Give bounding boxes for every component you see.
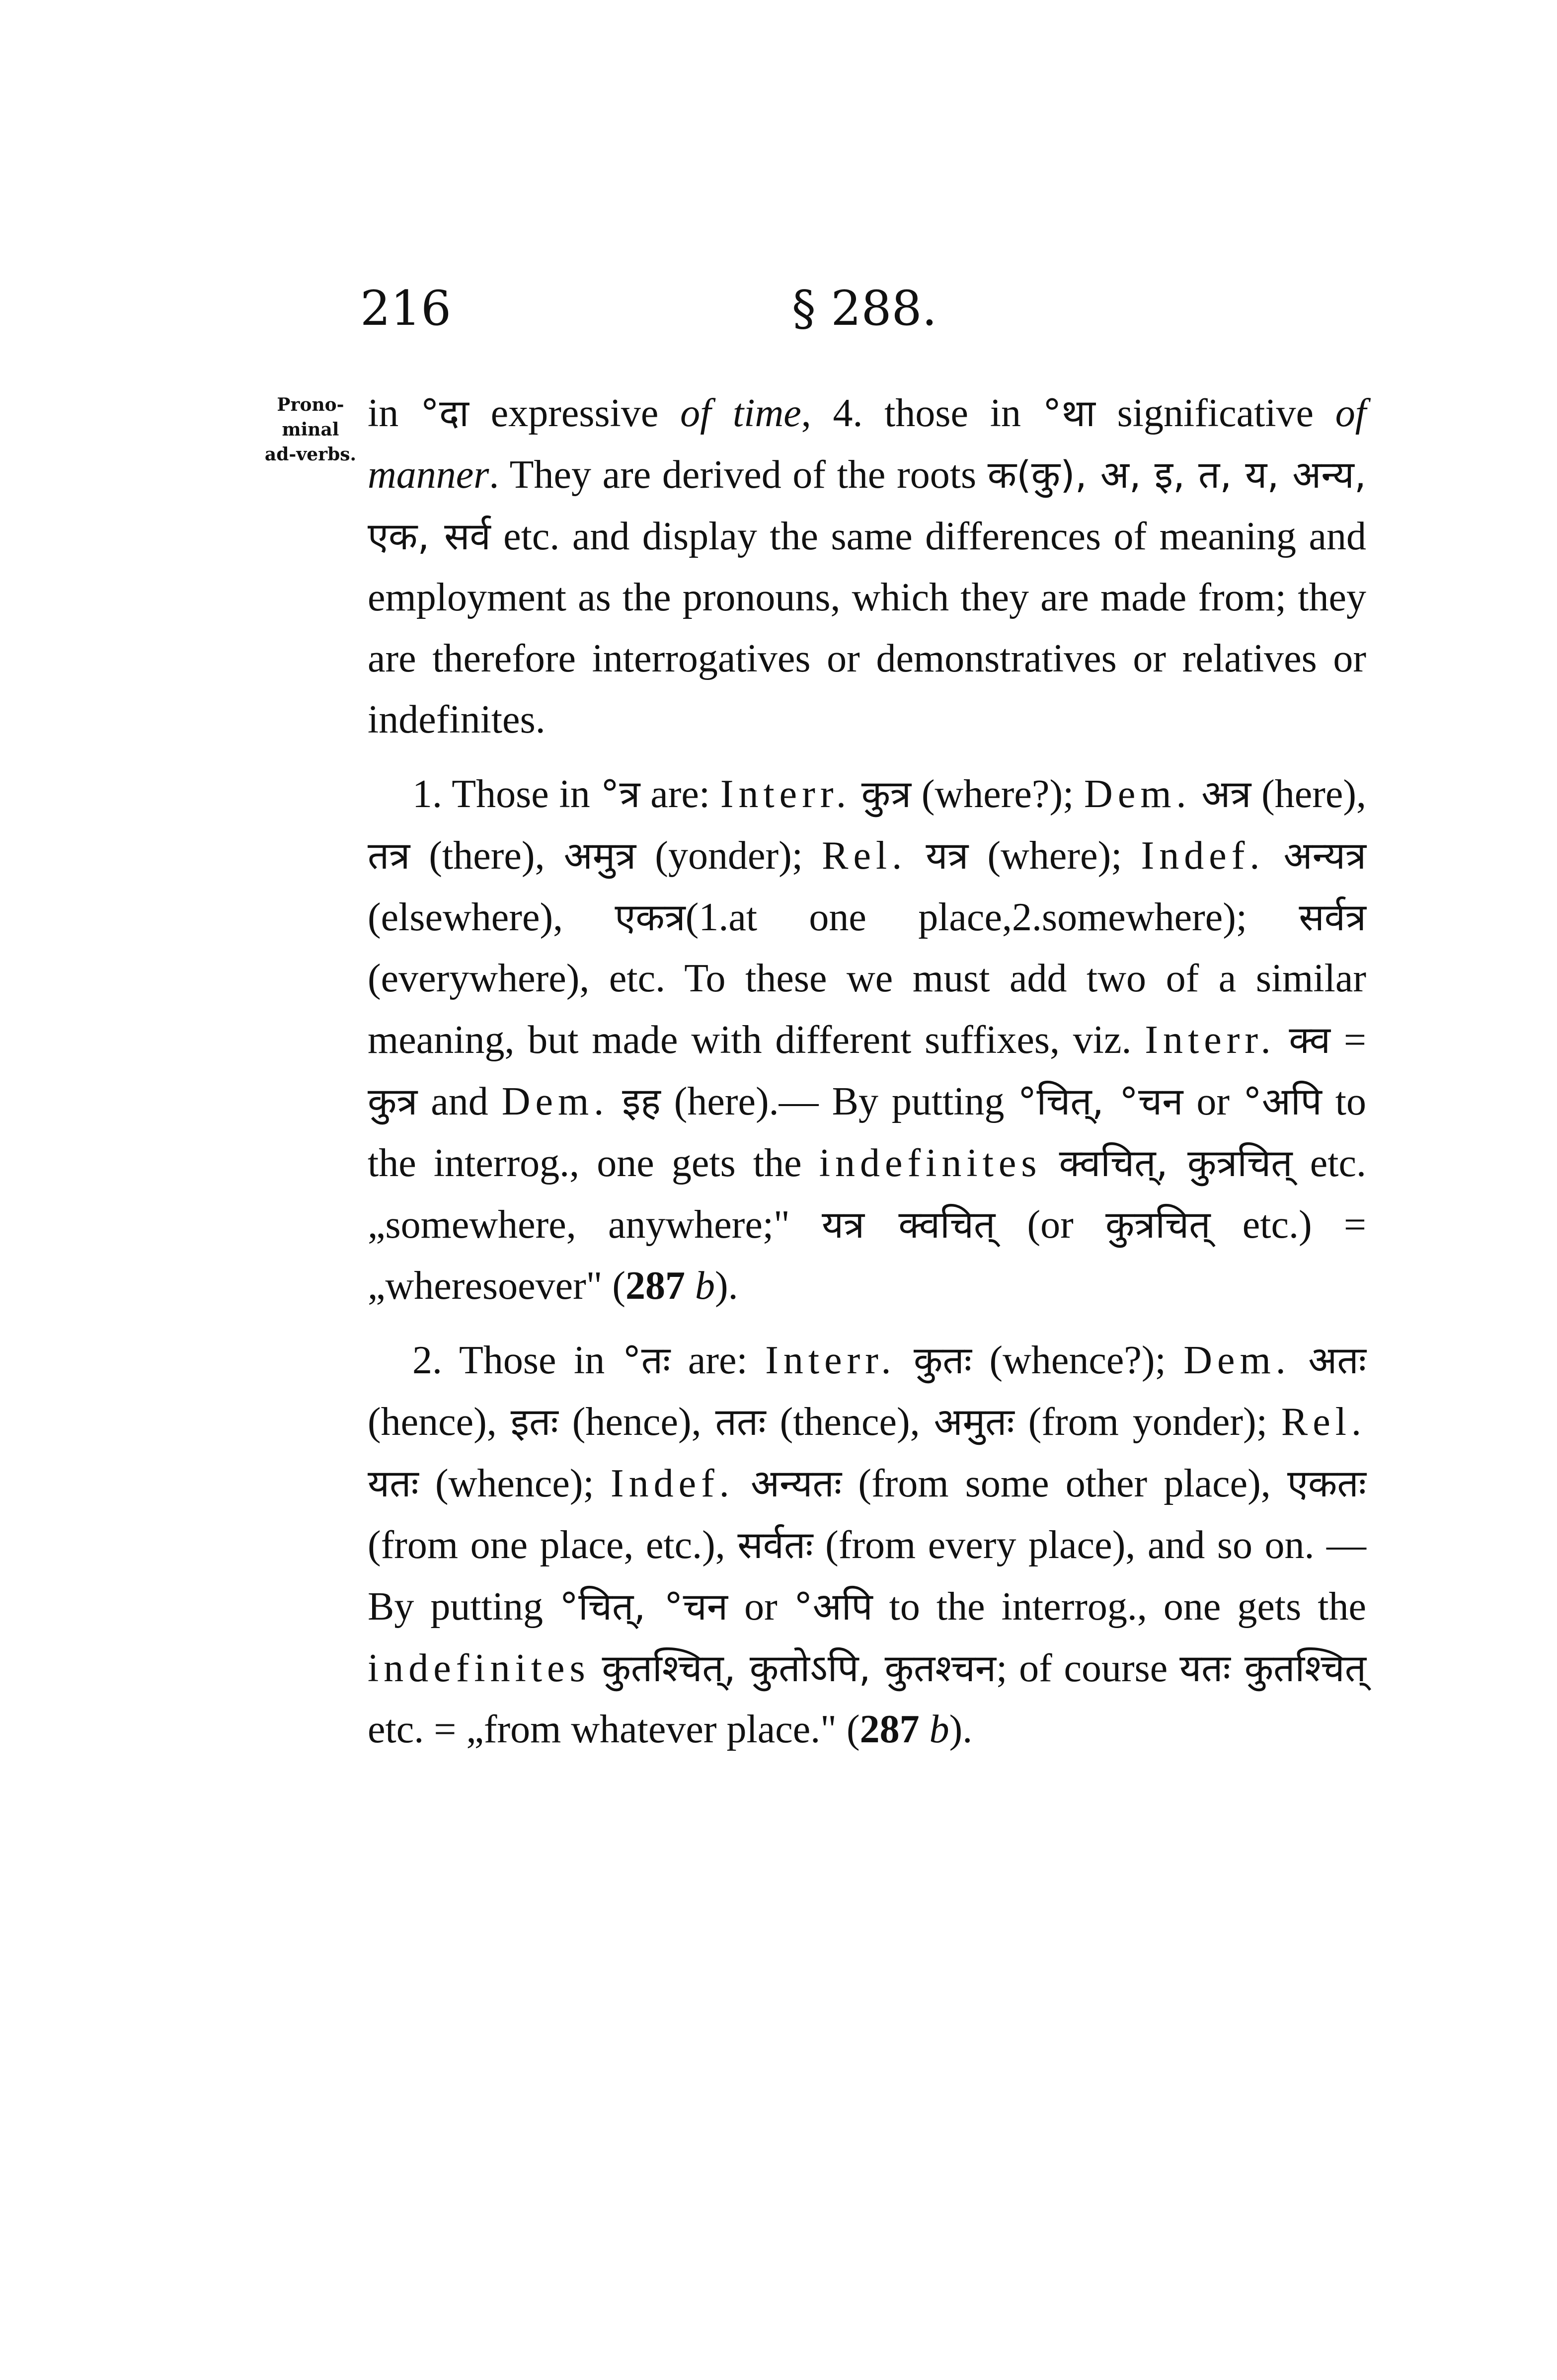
paragraph [368, 763, 1366, 1317]
sanskrit-term: अत्र [1201, 772, 1251, 816]
text-run: (hence), [368, 1400, 511, 1444]
sanskrit-term: अमुतः [934, 1400, 1014, 1444]
sanskrit-term: °था [1042, 391, 1095, 435]
text-run: ; of course [996, 1646, 1180, 1690]
spaced-label: Interr. [765, 1339, 896, 1382]
sanskrit-term: कुत्र [861, 772, 912, 816]
spaced-label: indefinites [368, 1646, 590, 1690]
spaced-label: Interr. [720, 772, 852, 816]
text-run: are: [670, 1339, 766, 1382]
sanskrit-term: एकत्र [615, 895, 686, 939]
text-run: to the interrog., one gets the [872, 1585, 1367, 1629]
text-run: (from one place, etc.), [368, 1523, 738, 1567]
text-run: (hence), [558, 1400, 715, 1444]
text-run [1291, 1339, 1308, 1382]
text-run: (thence), [766, 1400, 934, 1444]
text-run [896, 1339, 913, 1382]
paragraph [368, 1330, 1366, 1760]
text-run: (whence); [418, 1462, 611, 1505]
text-run [920, 1708, 930, 1751]
text-run: etc. and display the same differences of meaning and employment as the pronouns, which they are made from; they are therefore interrogatives or demonstratives or relatives or indefinites. [368, 515, 1366, 742]
text-run [907, 834, 926, 878]
sanskrit-term: यत्र [926, 833, 969, 878]
spaced-label: Rel. [822, 834, 907, 878]
italic-text: b [695, 1264, 715, 1308]
spaced-label: Interr. [1145, 1018, 1276, 1062]
page-header [360, 281, 1369, 340]
spaced-label: Dem. [1183, 1339, 1291, 1382]
text-run: (where); [968, 834, 1141, 878]
text-run: 1. Those in [412, 772, 601, 816]
text-run: etc. „somewhere, anywhere;" [368, 1141, 1366, 1247]
text-run: or [1183, 1080, 1243, 1123]
text-run [734, 1462, 751, 1505]
text-run: (where?); [911, 772, 1085, 816]
sanskrit-term: इतः [510, 1400, 558, 1444]
sanskrit-term: क(कु), अ, इ, त, य, अन्य, एक, सर्व [368, 452, 1367, 558]
text-run: significative [1095, 391, 1335, 435]
margin-note: Prono-minal ad-verbs. [264, 394, 357, 465]
bold-text: 287 [625, 1264, 686, 1308]
sanskrit-term: °दा [420, 391, 469, 435]
sanskrit-term: °त्र [600, 772, 640, 816]
text-run [590, 1646, 602, 1690]
italic-text: of manner [368, 391, 1367, 497]
bold-text: 287 [859, 1708, 920, 1751]
text-run: (elsewhere), [368, 895, 615, 939]
sanskrit-term: अन्यतः [750, 1461, 842, 1505]
paragraph [368, 382, 1366, 750]
sanskrit-term: यत्र क्वचित् [822, 1202, 996, 1247]
text-run [1276, 1018, 1289, 1062]
italic-text: b [929, 1708, 949, 1751]
text-run: . They are derived of the roots [489, 453, 988, 497]
text-run [609, 1080, 622, 1123]
italic-text: of time [680, 391, 801, 435]
text-run: = [1330, 1018, 1367, 1062]
text-run: etc.) = „wheresoever" ( [368, 1203, 1366, 1308]
body-text [368, 382, 1366, 1760]
sanskrit-term: अमुत्र [563, 833, 636, 878]
spaced-label: Rel. [1281, 1400, 1366, 1444]
text-run: (yonder); [636, 834, 822, 878]
text-run: ). [715, 1264, 738, 1308]
text-run: (from some other place), [842, 1462, 1287, 1505]
sanskrit-term: कुतः [913, 1338, 972, 1382]
sanskrit-term: अतः [1308, 1338, 1367, 1382]
text-run: in [368, 391, 420, 435]
spaced-label: Dem. [1084, 772, 1191, 816]
sanskrit-term: कुत्रचित् [1105, 1202, 1211, 1247]
sanskrit-term: °चित्, °चन [1017, 1079, 1183, 1123]
spaced-label: Dem. [501, 1080, 609, 1123]
text-run: (here).— By putting [660, 1080, 1018, 1123]
text-run: (from yonder); [1014, 1400, 1281, 1444]
text-run: ). [949, 1708, 973, 1751]
section-heading: § 288. [791, 281, 937, 336]
text-run: (here), [1251, 772, 1366, 816]
spaced-label: indefinites [819, 1141, 1042, 1185]
spaced-label: Indef. [1141, 834, 1265, 878]
text-run: (whence?); [972, 1339, 1184, 1382]
sanskrit-term: एकतः [1287, 1461, 1367, 1505]
sanskrit-term: अन्यत्र [1283, 833, 1367, 878]
text-run: (from every place), and so on. — By putting [368, 1523, 1366, 1629]
sanskrit-term: तत्र [368, 833, 410, 878]
spaced-label: Indef. [610, 1462, 734, 1505]
text-run: (there), [410, 834, 564, 878]
sanskrit-term: यतः कुतश्चित् [1179, 1646, 1367, 1690]
sanskrit-term: यतः [368, 1461, 419, 1505]
text-run: etc. = „from whatever place." ( [368, 1708, 860, 1751]
text-run [1041, 1141, 1059, 1185]
sanskrit-term: सर्वत्र [1299, 895, 1366, 939]
text-run: 2. Those in [412, 1339, 623, 1382]
sanskrit-term: क्वचित्, कुत्रचित् [1059, 1141, 1293, 1185]
sanskrit-term: ततः [715, 1400, 766, 1444]
sanskrit-term: कुत्र [368, 1079, 418, 1123]
text-run [851, 772, 861, 816]
text-run: (or [995, 1203, 1106, 1247]
sanskrit-term: °अपि [793, 1584, 873, 1629]
text-run: or [728, 1585, 794, 1629]
sanskrit-term: सर्वतः [737, 1523, 813, 1567]
text-run: , 4. those in [801, 391, 1043, 435]
sanskrit-term: कुतश्चित्, कुतोऽपि, कुतश्चन [602, 1646, 997, 1690]
text-run: (everywhere), etc. To these we must add two of a similar meaning, but made with different suffixes, viz. [368, 957, 1366, 1062]
text-run [685, 1264, 695, 1308]
sanskrit-term: इह [622, 1079, 661, 1123]
sanskrit-term: °चित्, °चन [559, 1584, 728, 1629]
text-run: expressive [468, 391, 681, 435]
text-run: to the interrog., one gets the [368, 1080, 1366, 1185]
sanskrit-term: °तः [622, 1338, 671, 1382]
text-run [1191, 772, 1202, 816]
page-number: 216 [360, 281, 452, 336]
text-run: are: [640, 772, 720, 816]
text-run: (1.at one place,2.somewhere); [685, 895, 1299, 939]
text-run: and [417, 1080, 502, 1123]
text-run [1264, 834, 1283, 878]
sanskrit-term: क्व [1289, 1018, 1331, 1062]
sanskrit-term: °अपि [1243, 1079, 1322, 1123]
